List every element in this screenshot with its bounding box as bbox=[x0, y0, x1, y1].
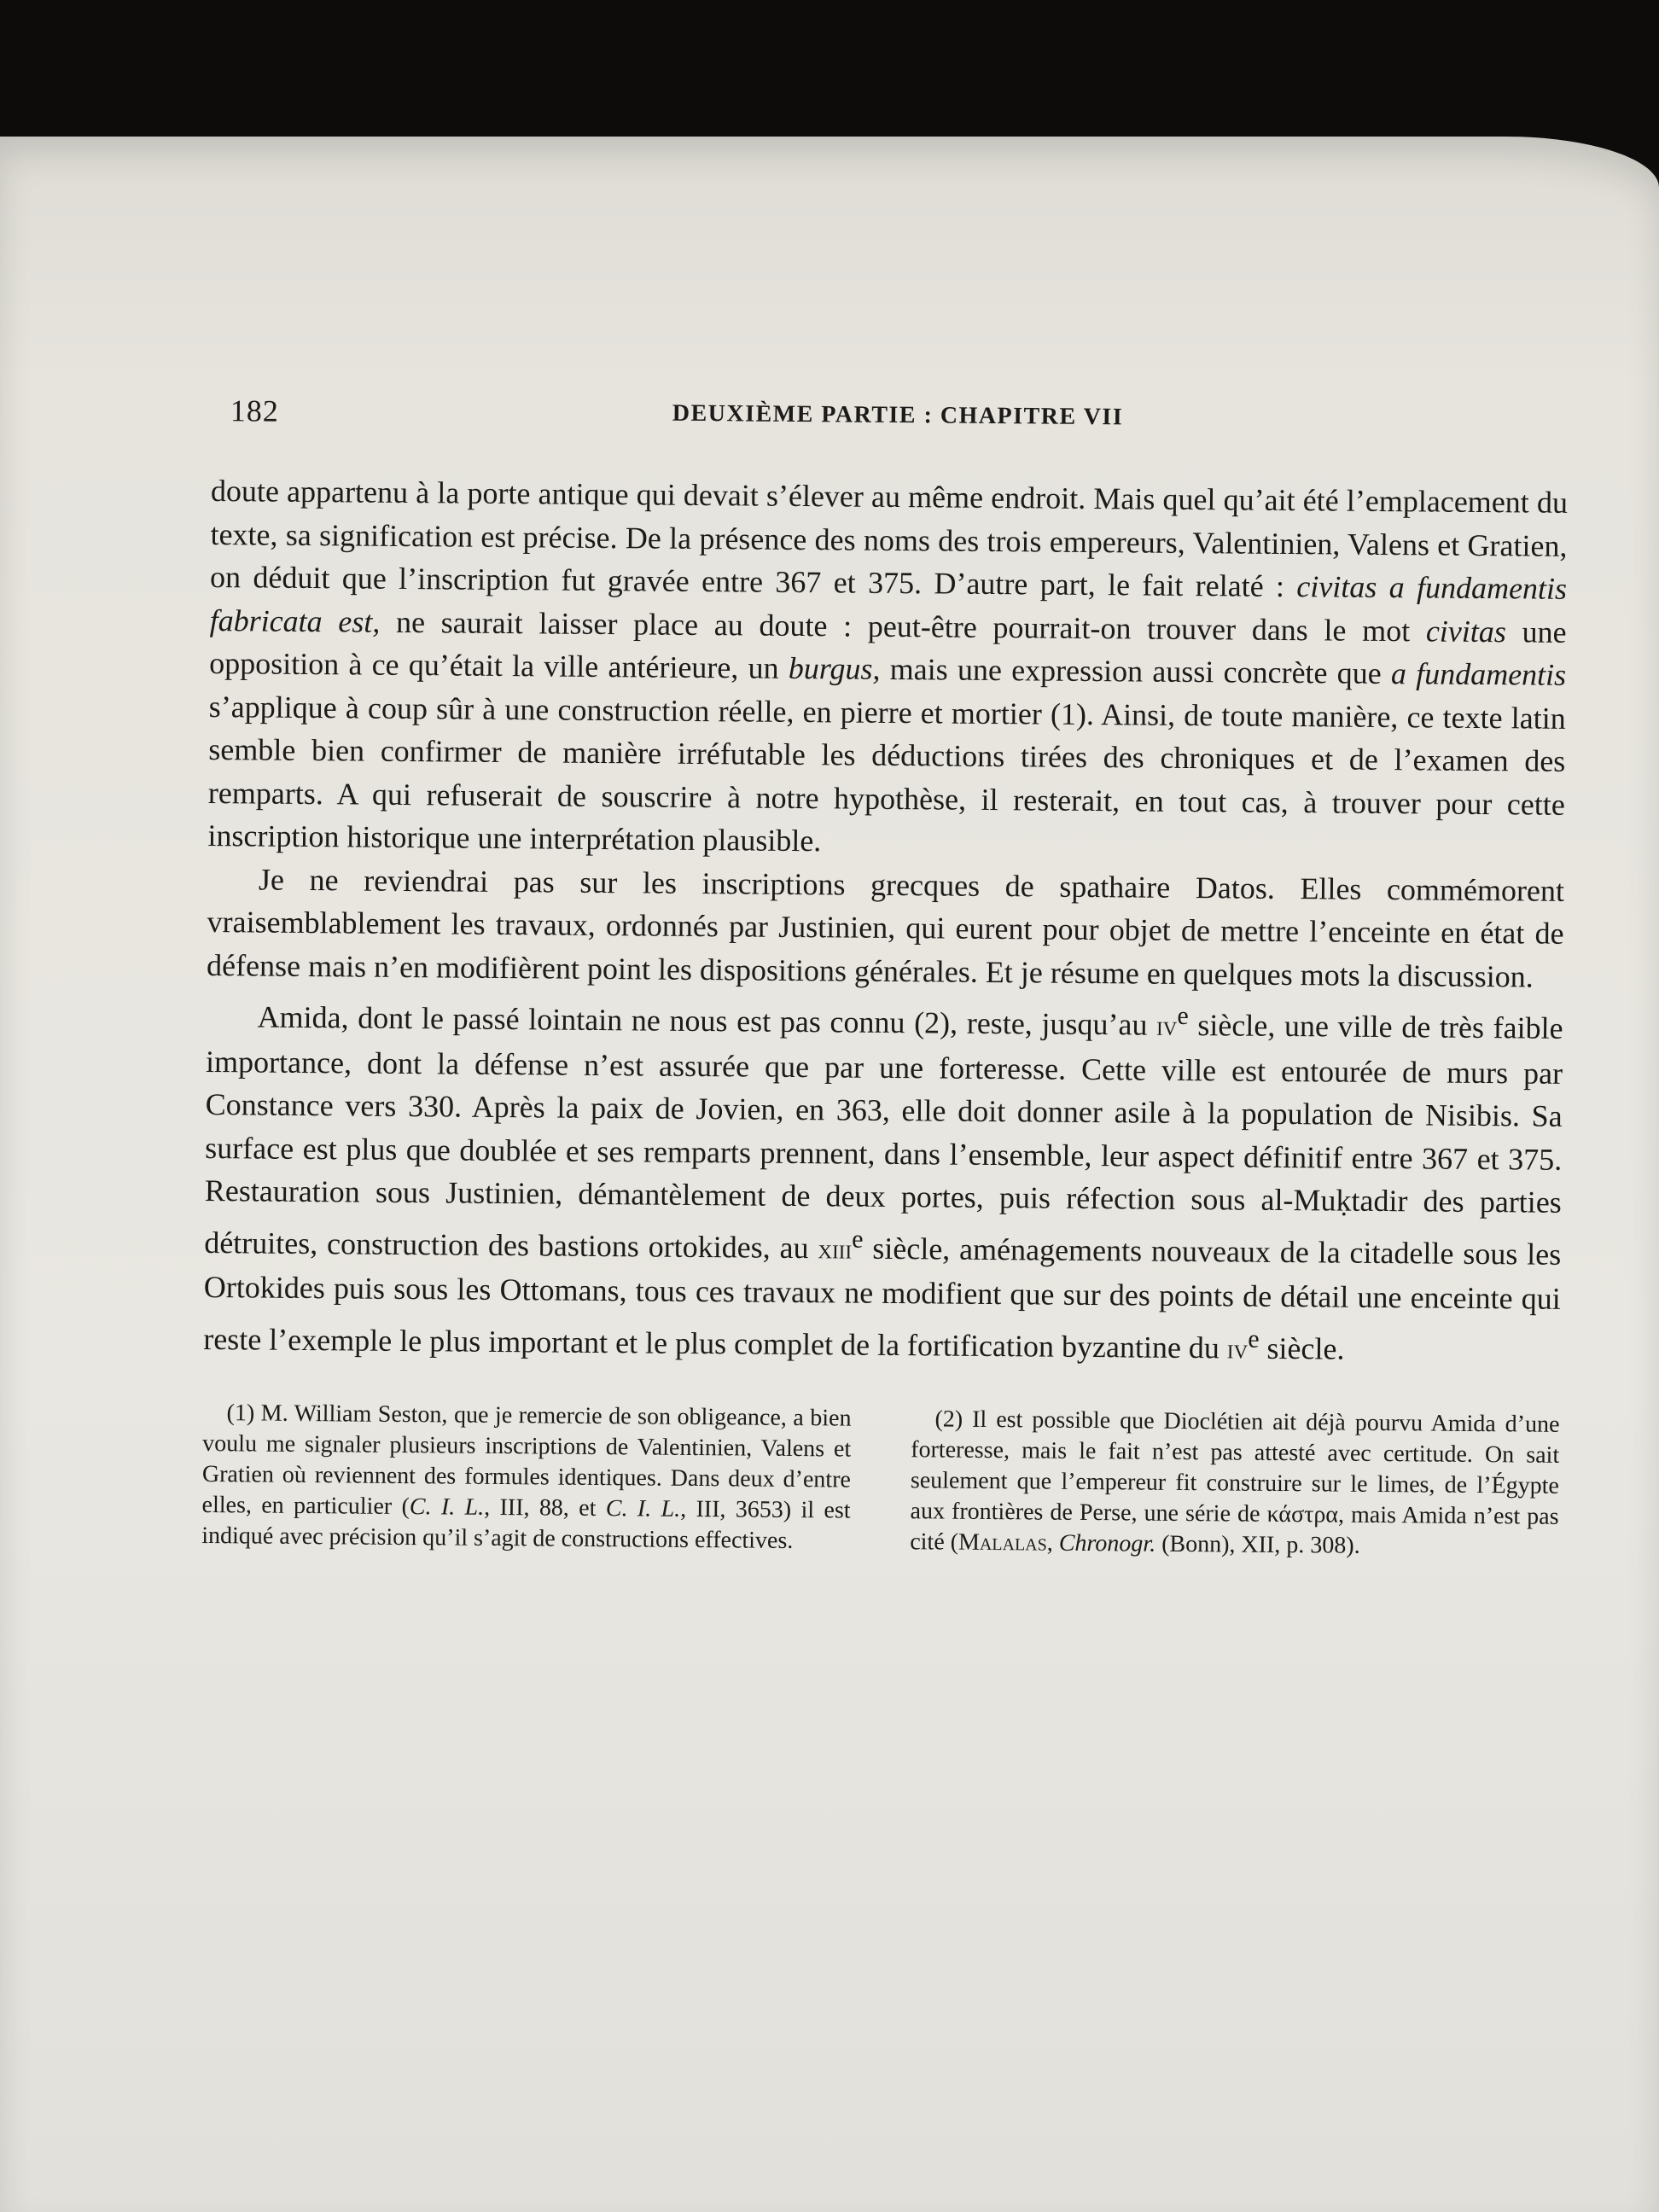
fn2-greek-word: κάστρα bbox=[1266, 1500, 1339, 1528]
running-head bbox=[211, 393, 1568, 456]
p3-sup-2: e bbox=[852, 1225, 864, 1254]
book-page bbox=[0, 137, 1659, 2212]
paragraph-3 bbox=[203, 987, 1563, 1374]
body-text bbox=[203, 469, 1568, 1374]
fn1-text-1: (1) M. William Seston, que je remercie de son obligeance, a bien voulu me signaler plusieurs inscriptions de Valentinien, Valens et Gratien où reviennent des formules identiques. Dans deux d’entre elles, en particulier ( bbox=[201, 1400, 852, 1521]
fn2-italic-1: Chronogr. bbox=[1058, 1529, 1156, 1557]
p1-text-2: ne saurait laisser place au doute : peut-être pourrait-on trouver dans le mot bbox=[380, 604, 1427, 648]
p1-italic-4: a fundamentis bbox=[1390, 656, 1567, 692]
fn2-text-1: (2) Il est possible que Dioclétien ait déjà pourvu Amida d’une forteresse, mais le fait n’est pas attesté avec certitude. On sait seulement que l’empereur fit construire sur le limes, de l’Égypte aux frontières de Perse, une série de bbox=[910, 1406, 1560, 1528]
fn1-text-3: , III, 3653) il est indiqué avec précision qu’il s’agit de constructions effectives. bbox=[201, 1495, 851, 1554]
p3-text-4: siècle. bbox=[1259, 1330, 1345, 1366]
page-content bbox=[201, 393, 1569, 1563]
fn2-text-4: (Bonn), XII, p. 308). bbox=[1155, 1530, 1360, 1559]
p1-italic-2: civitas bbox=[1425, 613, 1507, 649]
fn2-text-3: , bbox=[1046, 1529, 1059, 1557]
chapter-title: DEUXIÈME PARTIE : CHAPITRE VII bbox=[672, 399, 1124, 431]
footnote-2 bbox=[910, 1404, 1560, 1563]
p3-century-1: iv bbox=[1155, 1010, 1178, 1042]
page-number: 182 bbox=[230, 393, 279, 428]
fn1-italic-1: C. I. L. bbox=[409, 1493, 485, 1521]
fn1-text-2: , III, 88, et bbox=[484, 1493, 606, 1522]
fn1-italic-2: C. I. L. bbox=[605, 1495, 681, 1522]
p3-sup-1: e bbox=[1177, 1001, 1189, 1031]
p1-text-5: s’applique à coup sûr à une construction réelle, en pierre et mortier (1). Ainsi, de toute manière, ce texte latin semble bien confirmer de manière irréfutable les déductions tirées des chroniques et de l’examen des remparts. A qui refuserait de souscrire à notre hypothèse, il resterait, en tout cas, à trouver pour cette inscription historique une interprétation plausible. bbox=[207, 689, 1566, 859]
paragraph-2: Je ne reviendrai pas sur les inscriptions grecques de spathaire Datos. Elles commémorent vraisemblablement les travaux, ordonnés par Justinien, qui eurent pour objet de mettre l’enceinte en état de défense mais n’en modifièrent point les dispositions générales. Et je résume en quelques mots la discussion. bbox=[206, 862, 1565, 994]
p3-century-2: xiii bbox=[818, 1232, 853, 1266]
p1-text-3: une opposition à ce qu’était la ville antérieure, un bbox=[209, 614, 1567, 685]
p3-text-2: siècle, une ville de très faible importance, dont la défense n’est assurée que par une forteresse. Cette ville est entourée de murs par Constance vers 330. Après la paix de Jovien, en 363, elle doit donner asile à la population de Nisibis. Sa surface est plus que doublée et ses remparts prennent, dans l’ensemble, leur aspect définitif entre 367 et 375. Restauration sous Justinien, démantèlement de deux portes, puis réfection sous al-Muḳtadir des parties détruites, construction des bastions ortokides, au bbox=[204, 1008, 1563, 1265]
p3-text-3: siècle, aménagements nouveaux de la citadelle sous les Ortokides puis sous les Ottomans, tous ces travaux ne modifient que sur des points de détail une enceinte qui reste l’exemple le plus important et le plus complet de la fortification byzantine du bbox=[203, 1231, 1562, 1365]
p1-text-1: doute appartenu à la porte antique qui devait s’élever au même endroit. Mais quel qu’ait été l’emplacement du texte, sa signification est précise. De la présence des noms des trois empereurs, Valentinien, Valens et Gratien, on déduit que l’inscription fut gravée entre 367 et 375. D’autre part, le fait relaté : bbox=[209, 473, 1569, 604]
p3-text-1: Amida, dont le passé lointain ne nous est pas connu (2), reste, jusqu’au bbox=[257, 999, 1157, 1042]
p3-century-3: iv bbox=[1226, 1332, 1249, 1365]
fn2-author: Malalas bbox=[958, 1528, 1047, 1557]
p1-text-4: mais une expression aussi concrète que bbox=[880, 651, 1392, 691]
p3-sup-3: e bbox=[1248, 1324, 1260, 1353]
fn2-text-2: , mais Amida n’est pas cité ( bbox=[910, 1501, 1559, 1556]
p1-italic-1: civitas a fundamentis fabricata est, bbox=[209, 569, 1568, 639]
footnote-1 bbox=[201, 1398, 852, 1557]
footnotes bbox=[201, 1398, 1560, 1563]
p1-italic-3: burgus, bbox=[788, 650, 881, 686]
paragraph-1 bbox=[207, 469, 1568, 869]
